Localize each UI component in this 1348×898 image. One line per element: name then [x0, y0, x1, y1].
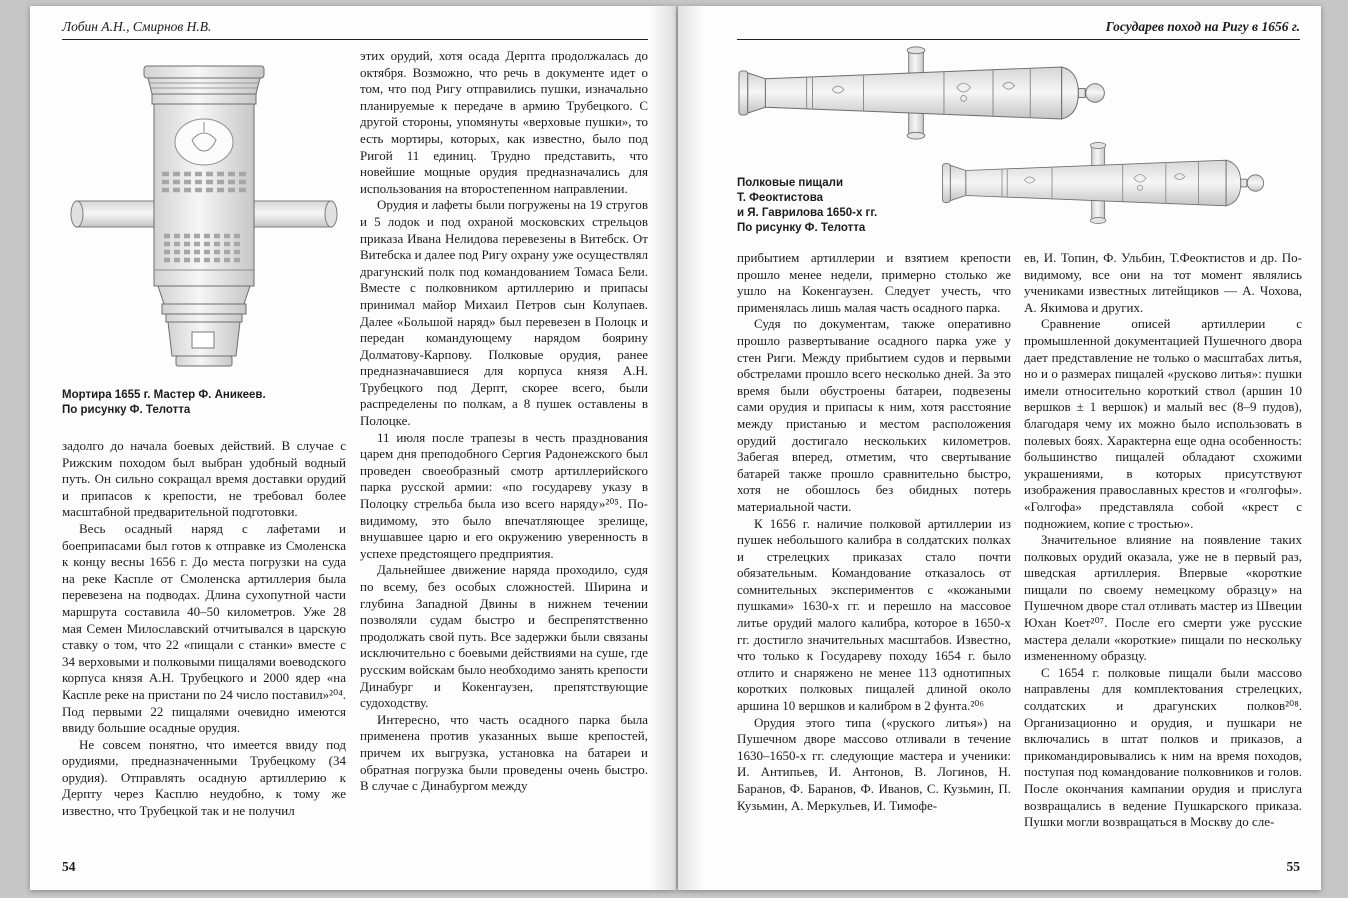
mortar-caption [62, 388, 346, 418]
running-head-right: Государев поход на Ригу в 1656 г. [1105, 19, 1300, 34]
paragraph: этих орудий, хотя осада Дерпта продолжалась до октября. Возможно, что речь в документе идет о том, что под Ригу отправились пушки, изначально планируемые к передаче в армию Трубецкого. С другой стороны, упомянуты «верховые пушки», то есть мортиры, которых, как известно, было под Ригой 11 единиц. Трудно представить, что новейшие мощные орудия предназначались для использования на второстепенном направлении. [360, 48, 648, 196]
caption-line: Т. Феоктистова [737, 192, 824, 204]
right-page [678, 6, 1321, 890]
left-page-column-2 [360, 48, 648, 862]
left-page-column-1 [62, 438, 346, 862]
paragraph: Весь осадный наряд с лафетами и боеприпасами был готов к отправке из Смоленска к концу весны 1656 г. До места погрузки на суда на реке Каспле от Смоленска артиллерия была перевезена на подводах. Длина сухопутной части маршрута составила 40–50 километров. Уже 28 мая Семен Милославский отчитывался в царскую ставку о том, что 22 «пищали с станки» вместе с 34 верховыми и полковыми пищалями воеводского корпуса князя А.Н. Трубецкого и 2000 ядер «на Каспле реке на пристани по 24 число поставил»²⁰⁴. Под первыми 22 пищалями очевидно имеются ввиду большие осадные орудия. [62, 520, 346, 736]
paragraph: Орудия этого типа («руского литья») на Пушечном дворе массово отливали в течение 1630–1650-х гг. следующие мастера и ученики: И. Антипьев, И. Антонов, В. Логинов, Н. Баранов, Ф. Баранов, Ф. Иванов, С. Кузьмин, П. Кузьмин, А. Меркульев, И. Тимофе- [737, 714, 1011, 813]
caption-line: Полковые пищали [737, 177, 844, 189]
mortar-illustration [62, 52, 346, 382]
right-page-column-1 [737, 250, 1011, 864]
paragraph: прибытием артиллерии и взятием крепости прошло менее недели, примерно столько же ушло на Кокенгаузен. Следует учесть, что применялась лишь малая часть осадного парка. [737, 250, 1011, 315]
paragraph: Сравнение описей артиллерии с промышленной документацией Пушечного двора дает представление не только о масштабах литья, но и о размерах пищалей «русково литья»: пушки имели относительно короткий ствол (аршин 10 вершков ± 1 вершок) и малый вес (8–9 пудов), благодаря чему их можно было использовать в полевых боях. Характерна еще одна особенность: большинство пищалей обладают схожими украшениями, в которых присутствуют изображения православных крестов и «голгофы». «Голгофа» представляла собой «крест с подножием, копие с тростью». [1024, 316, 1302, 531]
left-page [30, 6, 676, 890]
caption-line: По рисунку Ф. Телотта [737, 222, 866, 234]
header-rule-left [62, 39, 648, 40]
paragraph: Дальнейшее движение наряда проходило, судя по всему, без особых сложностей. Ширина и глубина Западной Двины в нижнем течении позволяли судам быстро и беспрепятственно продолжать свой путь. Все задержки были связаны исключительно с боевыми действиями на суше, где русским войскам было необходимо занять крепости Динабург и Кокенгаузен, препятствующие судоходству. [360, 562, 648, 711]
paragraph: Судя по документам, также оперативно прошло развертывание осадного парка уже у стен Риги. Между прибытием судов и первыми обстрелами прошло всего несколько дней. За это время были обустроены батареи, подвезены сами орудия и припасы к ним, хотя расстояние между пристанью и местом расположения орудий достигало нескольких километров. Забегая вперед, отметим, что свертывание батарей также прошло сравнительно быстро, хотя не обошлось без обидных потерь материальной части. [737, 316, 1011, 514]
caption-line: и Я. Гаврилова 1650-х гг. [737, 207, 878, 219]
mortar-figure [62, 52, 346, 382]
paragraph: 11 июля после трапезы в честь празднования царем дня преподобного Сергия Радонежского был проведен своеобразный смотр артиллерийского парка русской армии: «по государеву указу в Полоцку стрельба была изо всего наряду»²⁰⁵. По-видимому, это было впечатляющее зрелище, внушавшее царю и его окружению уверенность в успехе предстоящего предприятия. [360, 429, 648, 561]
paragraph: Не совсем понятно, что имеется ввиду под орудиями, предназначенными Трубецкому (34 орудия). Отправлять осадную артиллерию к Дерпту через Касплю неудобно, к тому же известно, что Трубецкой так и не получил [62, 736, 346, 819]
paragraph: Орудия и лафеты были погружены на 19 стругов и 5 лодок и под охраной московских стрельцов приказа Ивана Нелидова перевезены в Витебск. От Витебска и далее под Ригу охрану уже осуществлял драгунский полк под командованием Томаса Бели. Вместе с полковником артиллерию и припасы принимал майор Михаил Петров сын Колупаев. Далее «Большой наряд» был перевезен в Полоцк и передан командующему нарядом боярину Долматову-Карпову. Полковые орудия, ранее предназначавшиеся для корпуса князя А.Н. Трубецкого под Дерпт, скорее всего, были распределены по полкам, а 8 пушек оставлены в Полоцке. [360, 197, 648, 429]
cannon-caption [737, 176, 977, 236]
cannon-figure-top [736, 46, 1148, 140]
cannon-figure-bottom [940, 142, 1302, 224]
paragraph: К 1656 г. наличие полковой артиллерии из пушек небольшого калибра в солдатских полках и стрелецких приказах стало почти обязательным. Командование отказалось от сомнительных экспериментов с «кожаными пушками» 1630-х гг. и перешло на массовое литье орудий малого калибра, которое в 1650-х гг. достигло значительных масштабов. Известно, что только к Государеву походу 1654 г. было отлито и снаряжено не менее 113 однотипных коротких полковых пищалей длиной около аршина 10 вершков и калибром в 2 фунта.²⁰⁶ [737, 515, 1011, 714]
page-number-right: 55 [1286, 859, 1300, 874]
header-rule-right [737, 39, 1300, 40]
paragraph: задолго до начала боевых действий. В случае с Рижским походом был выбран удобный водный путь. Он сильно сокращал время доставки орудий и припасов к крепости, не требовал более масштабной предварительной подготовки. [62, 438, 346, 520]
cannon-illustration-bottom [940, 142, 1302, 224]
paragraph: Интересно, что часть осадного парка была применена против указанных выше крепостей, причем их выгрузка, установка на батареи и обратная погрузка были проведены очень быстро. В случае с Динабургом между [360, 711, 648, 794]
caption-line: Мортира 1655 г. Мастер Ф. Аникеев. [62, 389, 266, 401]
caption-line: По рисунку Ф. Телотта [62, 404, 191, 416]
page-number-left: 54 [62, 859, 76, 874]
paragraph: Значительное влияние на появление таких полковых орудий оказала, уже не в первый раз, шведская артиллерия. Впервые «короткие пищали по своему немецкому образцу» на Пушечном дворе стал отливать мастер из Швеции Юхан Коет²⁰⁷. После его смерти уже русские мастера делали «короткие» пищали по нескольку измененному образцу. [1024, 532, 1302, 664]
cannon-illustration-top [736, 46, 1148, 140]
paragraph: ев, И. Топин, Ф. Ульбин, Т.Феоктистов и др. По-видимому, все они на тот момент являлись учениками известных литейщиков — А. Чохова, А. Якимова и других. [1024, 250, 1302, 315]
right-page-column-2 [1024, 250, 1302, 864]
paragraph: С 1654 г. полковые пищали были массово направлены для комплектования стрелецких, солдатских и драгунских полков²⁰⁸. Организационно и орудия, и пушкари не включались в штат полков и приказов, а прикомандировывались к ним на время походов, поступая под командование полковников и голов. После окончания кампании орудия и прислуга возвращались в ведение Пушкарского приказа. Пушки могли возвращаться в Москву до сле- [1024, 664, 1302, 830]
running-head-left: Лобин А.Н., Смирнов Н.В. [62, 19, 212, 34]
